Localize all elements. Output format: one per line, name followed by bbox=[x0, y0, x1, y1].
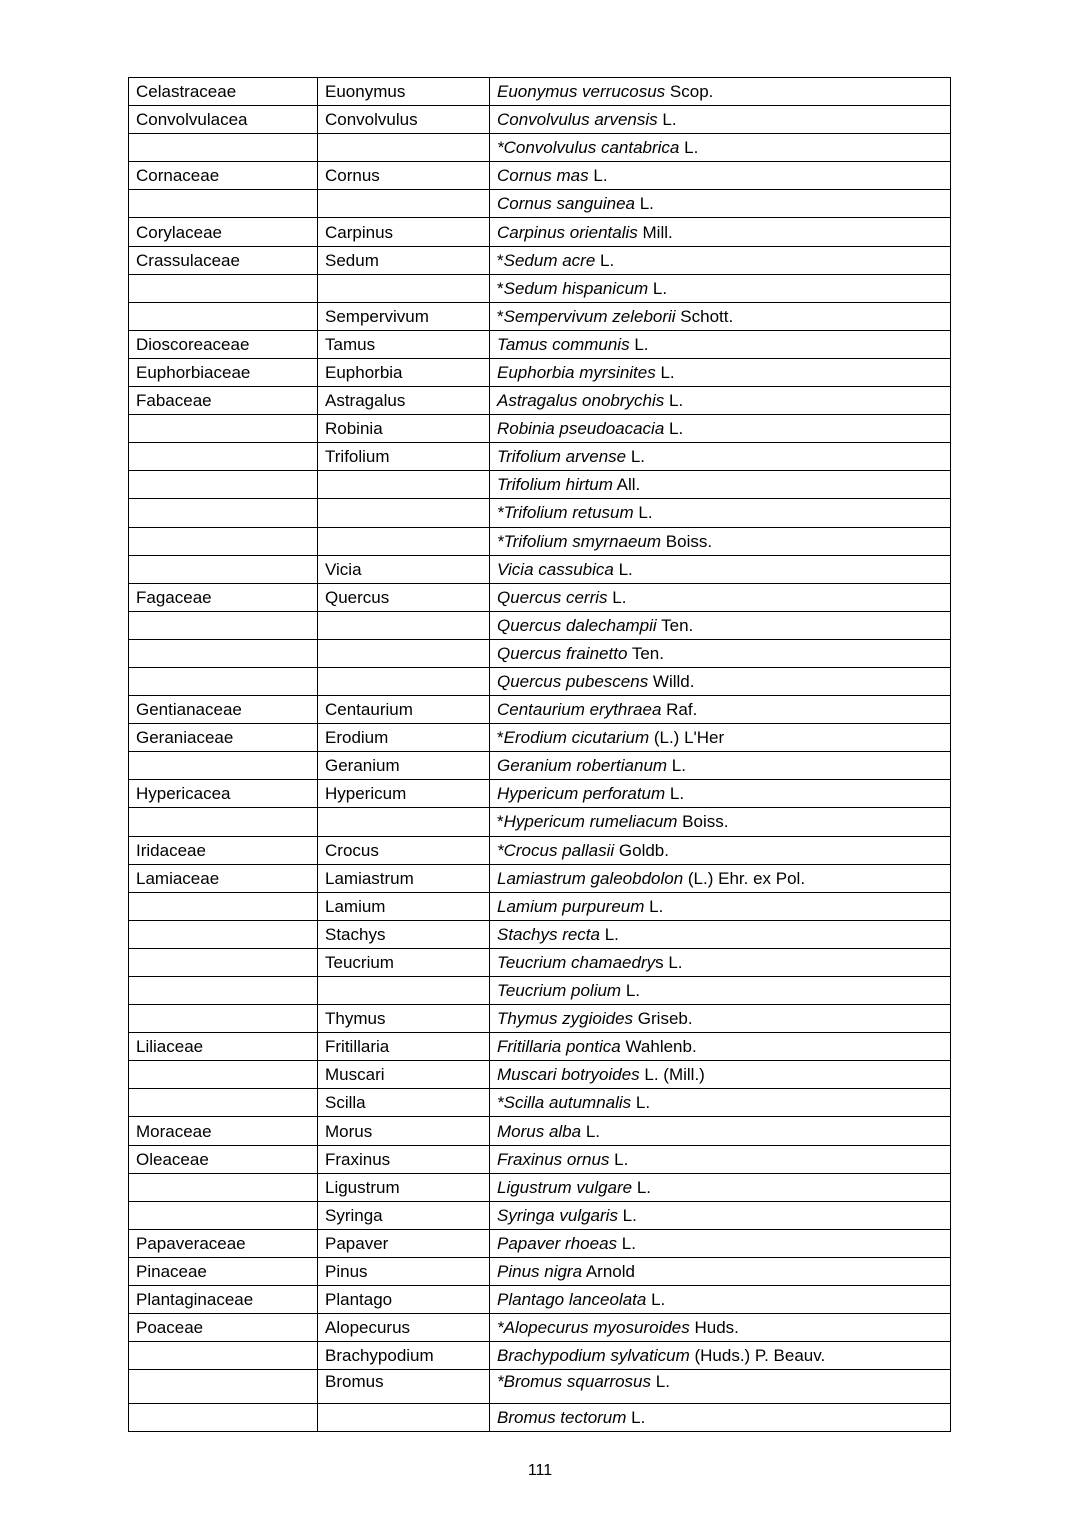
family-cell bbox=[129, 471, 318, 499]
genus-cell: Bromus bbox=[318, 1370, 490, 1404]
genus-cell: Euonymus bbox=[318, 78, 490, 106]
family-cell bbox=[129, 415, 318, 443]
table-row bbox=[129, 836, 951, 864]
table-row bbox=[129, 1033, 951, 1061]
species-author: L. (Mill.) bbox=[639, 1065, 705, 1085]
species-cell bbox=[490, 1089, 951, 1117]
family-cell: Plantaginaceae bbox=[129, 1286, 318, 1314]
genus-cell bbox=[318, 190, 490, 218]
species-name: Sedum hispanicum bbox=[503, 278, 649, 298]
family-cell bbox=[129, 948, 318, 976]
genus-cell: Carpinus bbox=[318, 218, 490, 246]
table-row bbox=[129, 471, 951, 499]
family-cell: Papaveraceae bbox=[129, 1229, 318, 1257]
family-cell: Cornaceae bbox=[129, 162, 318, 190]
genus-cell: Muscari bbox=[318, 1061, 490, 1089]
species-author: Willd. bbox=[648, 672, 695, 692]
species-name: Hypericum perforatum bbox=[497, 784, 666, 804]
table-row bbox=[129, 1005, 951, 1033]
species-author: Scop. bbox=[665, 82, 714, 102]
family-cell bbox=[129, 443, 318, 471]
genus-cell: Lamiastrum bbox=[318, 864, 490, 892]
family-cell bbox=[129, 1201, 318, 1229]
species-author: L. bbox=[613, 559, 633, 579]
table-row bbox=[129, 1257, 951, 1285]
species-author: L. bbox=[629, 334, 649, 354]
species-name: Syringa vulgaris bbox=[497, 1205, 618, 1225]
species-author: Griseb. bbox=[633, 1009, 693, 1029]
family-cell: Corylaceae bbox=[129, 218, 318, 246]
family-cell: Liliaceae bbox=[129, 1033, 318, 1061]
table-row bbox=[129, 330, 951, 358]
species-name: Vicia cassubica bbox=[497, 559, 614, 579]
family-cell bbox=[129, 1342, 318, 1370]
family-cell: Geraniaceae bbox=[129, 724, 318, 752]
table-row bbox=[129, 1404, 951, 1432]
species-name: Bromus tectorum bbox=[497, 1408, 627, 1428]
species-cell bbox=[490, 1404, 951, 1432]
table-row bbox=[129, 696, 951, 724]
species-author: L. bbox=[657, 110, 677, 130]
table-row bbox=[129, 920, 951, 948]
species-cell bbox=[490, 724, 951, 752]
family-cell bbox=[129, 1005, 318, 1033]
genus-cell: Sedum bbox=[318, 246, 490, 274]
species-name: Plantago lanceolata bbox=[497, 1290, 647, 1310]
genus-cell bbox=[318, 471, 490, 499]
species-author: (L.) Ehr. ex Pol. bbox=[683, 868, 806, 888]
family-cell: Hypericacea bbox=[129, 780, 318, 808]
species-name: Thymus zygioides bbox=[497, 1009, 634, 1029]
species-name: Erodium cicutarium bbox=[503, 728, 650, 748]
genus-cell: Fraxinus bbox=[318, 1145, 490, 1173]
species-mark: * bbox=[497, 306, 504, 326]
species-cell bbox=[490, 611, 951, 639]
table-row bbox=[129, 78, 951, 106]
species-mark: * bbox=[497, 728, 504, 748]
species-cell bbox=[490, 106, 951, 134]
species-author: (Huds.) P. Beauv. bbox=[689, 1346, 826, 1366]
species-name: Sedum acre bbox=[503, 250, 596, 270]
species-name: Fraxinus ornus bbox=[497, 1149, 610, 1169]
genus-cell: Syringa bbox=[318, 1201, 490, 1229]
species-author: L. bbox=[664, 391, 684, 411]
species-name: *Alopecurus myosuroides bbox=[497, 1318, 690, 1338]
species-author: All. bbox=[612, 475, 641, 495]
table-row bbox=[129, 752, 951, 780]
table-row bbox=[129, 387, 951, 415]
species-cell bbox=[490, 864, 951, 892]
species-cell bbox=[490, 134, 951, 162]
family-cell: Iridaceae bbox=[129, 836, 318, 864]
family-cell bbox=[129, 190, 318, 218]
species-cell bbox=[490, 583, 951, 611]
table-row bbox=[129, 780, 951, 808]
genus-cell bbox=[318, 808, 490, 836]
table-row bbox=[129, 302, 951, 330]
family-cell bbox=[129, 752, 318, 780]
species-name: Pinus nigra bbox=[497, 1261, 583, 1281]
species-name: Brachypodium sylvaticum bbox=[497, 1346, 690, 1366]
genus-cell: Vicia bbox=[318, 555, 490, 583]
species-name: Cornus mas bbox=[497, 166, 589, 186]
page-number: 111 bbox=[527, 1462, 553, 1479]
species-author: Huds. bbox=[689, 1318, 739, 1338]
table-row bbox=[129, 892, 951, 920]
family-cell bbox=[129, 920, 318, 948]
table-row bbox=[129, 583, 951, 611]
species-name: Geranium robertianum bbox=[497, 756, 668, 776]
species-cell bbox=[490, 1370, 951, 1404]
species-name: Sempervivum zeleborii bbox=[503, 306, 676, 326]
species-author: L. bbox=[600, 924, 619, 944]
species-cell bbox=[490, 190, 951, 218]
species-name: *Scilla autumnalis bbox=[497, 1093, 632, 1113]
genus-cell: Erodium bbox=[318, 724, 490, 752]
genus-cell: Quercus bbox=[318, 583, 490, 611]
table-row bbox=[129, 639, 951, 667]
species-name: Hypericum rumeliacum bbox=[503, 812, 678, 832]
species-name: Tamus communis bbox=[497, 334, 630, 354]
genus-cell bbox=[318, 977, 490, 1005]
genus-cell bbox=[318, 274, 490, 302]
species-name: *Trifolium retusum bbox=[497, 503, 634, 523]
family-cell bbox=[129, 639, 318, 667]
species-name: Centaurium erythraea bbox=[497, 700, 662, 720]
table-row bbox=[129, 1173, 951, 1201]
table-row bbox=[129, 667, 951, 695]
species-name: Trifolium arvense bbox=[497, 447, 627, 467]
species-cell bbox=[490, 499, 951, 527]
table-row bbox=[129, 527, 951, 555]
species-name: Convolvulus arvensis bbox=[497, 110, 658, 130]
species-cell bbox=[490, 1257, 951, 1285]
family-cell bbox=[129, 555, 318, 583]
species-mark: * bbox=[497, 250, 504, 270]
genus-cell: Centaurium bbox=[318, 696, 490, 724]
species-name: Stachys recta bbox=[497, 924, 600, 944]
genus-cell: Stachys bbox=[318, 920, 490, 948]
species-author: L. bbox=[581, 1121, 601, 1141]
species-author: Boiss. bbox=[661, 531, 713, 551]
table-row bbox=[129, 1061, 951, 1089]
species-cell bbox=[490, 218, 951, 246]
family-cell: Celastraceae bbox=[129, 78, 318, 106]
species-cell bbox=[490, 977, 951, 1005]
family-cell bbox=[129, 808, 318, 836]
species-cell bbox=[490, 1201, 951, 1229]
species-name: Ligustrum vulgare bbox=[497, 1177, 633, 1197]
species-name: Cornus sanguinea bbox=[497, 194, 635, 214]
species-cell bbox=[490, 1033, 951, 1061]
species-name: Euphorbia myrsinites bbox=[497, 362, 656, 382]
species-name: Teucrium chamaedry bbox=[497, 952, 656, 972]
genus-cell: Lamium bbox=[318, 892, 490, 920]
genus-cell: Convolvulus bbox=[318, 106, 490, 134]
genus-cell bbox=[318, 667, 490, 695]
species-name: Lamium purpureum bbox=[497, 896, 645, 916]
species-author: L. bbox=[631, 1093, 651, 1113]
table-row bbox=[129, 555, 951, 583]
species-name: Quercus cerris bbox=[497, 587, 608, 607]
genus-cell bbox=[318, 1404, 490, 1432]
genus-cell: Cornus bbox=[318, 162, 490, 190]
table-body bbox=[129, 78, 951, 1432]
species-cell bbox=[490, 1061, 951, 1089]
species-cell bbox=[490, 639, 951, 667]
table-row bbox=[129, 1314, 951, 1342]
table-row bbox=[129, 246, 951, 274]
species-cell bbox=[490, 1145, 951, 1173]
species-cell bbox=[490, 387, 951, 415]
species-author: Raf. bbox=[661, 700, 698, 720]
genus-cell: Trifolium bbox=[318, 443, 490, 471]
genus-cell: Brachypodium bbox=[318, 1342, 490, 1370]
species-author: L. bbox=[634, 194, 654, 214]
species-cell bbox=[490, 1286, 951, 1314]
species-author: L. bbox=[665, 784, 685, 804]
species-cell bbox=[490, 696, 951, 724]
species-cell bbox=[490, 1229, 951, 1257]
genus-cell: Robinia bbox=[318, 415, 490, 443]
family-cell bbox=[129, 499, 318, 527]
species-author: Schott. bbox=[675, 306, 734, 326]
table-row bbox=[129, 724, 951, 752]
species-cell bbox=[490, 808, 951, 836]
species-author: L. bbox=[651, 1372, 670, 1392]
family-cell bbox=[129, 1089, 318, 1117]
species-name: Carpinus orientalis bbox=[497, 222, 638, 242]
table-row bbox=[129, 611, 951, 639]
species-author: Wahlenb. bbox=[620, 1037, 697, 1057]
table-row bbox=[129, 1370, 951, 1404]
family-cell bbox=[129, 667, 318, 695]
table-row bbox=[129, 190, 951, 218]
family-cell: Gentianaceae bbox=[129, 696, 318, 724]
family-cell bbox=[129, 302, 318, 330]
species-cell bbox=[490, 471, 951, 499]
species-author: L. bbox=[679, 138, 699, 158]
species-author: s L. bbox=[655, 952, 683, 972]
species-name: Quercus dalechampii bbox=[497, 615, 657, 635]
table-row bbox=[129, 1229, 951, 1257]
family-cell: Fabaceae bbox=[129, 387, 318, 415]
species-cell bbox=[490, 555, 951, 583]
family-cell: Pinaceae bbox=[129, 1257, 318, 1285]
species-cell bbox=[490, 246, 951, 274]
table-row bbox=[129, 415, 951, 443]
family-cell bbox=[129, 892, 318, 920]
table-row bbox=[129, 162, 951, 190]
family-cell: Oleaceae bbox=[129, 1145, 318, 1173]
table-row bbox=[129, 1286, 951, 1314]
species-name: *Convolvulus cantabrica bbox=[497, 138, 680, 158]
genus-cell: Morus bbox=[318, 1117, 490, 1145]
species-cell bbox=[490, 274, 951, 302]
genus-cell bbox=[318, 499, 490, 527]
table-row bbox=[129, 808, 951, 836]
family-cell bbox=[129, 611, 318, 639]
species-author: L. bbox=[609, 1149, 629, 1169]
family-cell bbox=[129, 977, 318, 1005]
table-row bbox=[129, 358, 951, 386]
species-author: Ten. bbox=[656, 615, 694, 635]
species-name: *Bromus squarrosus bbox=[497, 1372, 652, 1392]
species-cell bbox=[490, 920, 951, 948]
species-name: Fritillaria pontica bbox=[497, 1037, 621, 1057]
species-author: L. bbox=[626, 447, 646, 467]
family-cell: Crassulaceae bbox=[129, 246, 318, 274]
genus-cell: Hypericum bbox=[318, 780, 490, 808]
species-author: L. bbox=[648, 278, 668, 298]
species-cell bbox=[490, 78, 951, 106]
species-author: L. bbox=[621, 981, 640, 1001]
species-author: Ten. bbox=[627, 643, 664, 663]
genus-cell bbox=[318, 639, 490, 667]
species-author: L. bbox=[646, 1290, 666, 1310]
family-cell: Dioscoreaceae bbox=[129, 330, 318, 358]
species-author: (L.) L'Her bbox=[649, 728, 725, 748]
genus-cell: Ligustrum bbox=[318, 1173, 490, 1201]
family-cell: Euphorbiaceae bbox=[129, 358, 318, 386]
species-cell bbox=[490, 443, 951, 471]
table-row bbox=[129, 499, 951, 527]
genus-cell: Fritillaria bbox=[318, 1033, 490, 1061]
species-author: L. bbox=[626, 1408, 646, 1428]
family-cell: Poaceae bbox=[129, 1314, 318, 1342]
species-cell bbox=[490, 1005, 951, 1033]
species-name: Lamiastrum galeobdolon bbox=[497, 868, 684, 888]
table-row bbox=[129, 1089, 951, 1117]
family-cell bbox=[129, 1173, 318, 1201]
species-name: *Crocus pallasii bbox=[497, 840, 615, 860]
species-name: Trifolium hirtum bbox=[497, 475, 613, 495]
species-cell bbox=[490, 358, 951, 386]
species-author: L. bbox=[664, 419, 684, 439]
genus-cell: Crocus bbox=[318, 836, 490, 864]
species-name: Teucrium polium bbox=[497, 981, 622, 1001]
genus-cell bbox=[318, 611, 490, 639]
species-cell bbox=[490, 330, 951, 358]
family-cell: Fagaceae bbox=[129, 583, 318, 611]
table-row bbox=[129, 948, 951, 976]
family-cell: Moraceae bbox=[129, 1117, 318, 1145]
genus-cell: Thymus bbox=[318, 1005, 490, 1033]
family-cell bbox=[129, 134, 318, 162]
species-mark: * bbox=[497, 812, 504, 832]
species-author: L. bbox=[607, 587, 627, 607]
genus-cell: Papaver bbox=[318, 1229, 490, 1257]
species-author: Goldb. bbox=[614, 840, 669, 860]
table-row bbox=[129, 134, 951, 162]
species-cell bbox=[490, 302, 951, 330]
table-row bbox=[129, 218, 951, 246]
species-name: Morus alba bbox=[497, 1121, 582, 1141]
species-cell bbox=[490, 162, 951, 190]
species-author: L. bbox=[632, 1177, 652, 1197]
species-author: L. bbox=[588, 166, 608, 186]
table-row bbox=[129, 274, 951, 302]
species-name: Euonymus verrucosus bbox=[497, 82, 666, 102]
species-name: Astragalus onobrychis bbox=[497, 391, 665, 411]
species-cell bbox=[490, 527, 951, 555]
species-author: L. bbox=[633, 503, 653, 523]
species-author: L. bbox=[617, 1205, 637, 1225]
species-author: Arnold bbox=[582, 1261, 635, 1281]
genus-cell: Scilla bbox=[318, 1089, 490, 1117]
table-row bbox=[129, 1145, 951, 1173]
species-name: Quercus pubescens bbox=[497, 672, 649, 692]
family-cell bbox=[129, 1370, 318, 1404]
species-cell bbox=[490, 836, 951, 864]
species-cell bbox=[490, 752, 951, 780]
species-author: L. bbox=[595, 250, 615, 270]
genus-cell: Pinus bbox=[318, 1257, 490, 1285]
table-row bbox=[129, 1117, 951, 1145]
genus-cell bbox=[318, 134, 490, 162]
genus-cell: Euphorbia bbox=[318, 358, 490, 386]
species-cell bbox=[490, 415, 951, 443]
table-row bbox=[129, 443, 951, 471]
species-cell bbox=[490, 780, 951, 808]
family-cell bbox=[129, 274, 318, 302]
genus-cell: Astragalus bbox=[318, 387, 490, 415]
family-cell: Convolvulacea bbox=[129, 106, 318, 134]
species-author: L. bbox=[667, 756, 686, 776]
genus-cell: Alopecurus bbox=[318, 1314, 490, 1342]
species-author: Mill. bbox=[637, 222, 673, 242]
plant-species-table bbox=[128, 77, 951, 1432]
species-cell bbox=[490, 1342, 951, 1370]
species-cell bbox=[490, 1173, 951, 1201]
genus-cell: Teucrium bbox=[318, 948, 490, 976]
table-row bbox=[129, 977, 951, 1005]
table-row bbox=[129, 1201, 951, 1229]
table-row bbox=[129, 1342, 951, 1370]
species-name: Quercus frainetto bbox=[497, 643, 628, 663]
species-cell bbox=[490, 667, 951, 695]
species-author: L. bbox=[617, 1233, 636, 1253]
genus-cell: Sempervivum bbox=[318, 302, 490, 330]
table-row bbox=[129, 864, 951, 892]
species-name: Muscari botryoides bbox=[497, 1065, 640, 1085]
species-author: Boiss. bbox=[677, 812, 729, 832]
species-mark: * bbox=[497, 278, 504, 298]
species-name: Robinia pseudoacacia bbox=[497, 419, 665, 439]
species-cell bbox=[490, 948, 951, 976]
genus-cell: Geranium bbox=[318, 752, 490, 780]
family-cell bbox=[129, 527, 318, 555]
family-cell bbox=[129, 1404, 318, 1432]
species-cell bbox=[490, 1117, 951, 1145]
species-author: L. bbox=[655, 362, 675, 382]
table-row bbox=[129, 106, 951, 134]
species-cell bbox=[490, 892, 951, 920]
species-name: *Trifolium smyrnaeum bbox=[497, 531, 662, 551]
family-cell: Lamiaceae bbox=[129, 864, 318, 892]
genus-cell bbox=[318, 527, 490, 555]
family-cell bbox=[129, 1061, 318, 1089]
species-name: Papaver rhoeas bbox=[497, 1233, 618, 1253]
species-cell bbox=[490, 1314, 951, 1342]
genus-cell: Plantago bbox=[318, 1286, 490, 1314]
species-author: L. bbox=[644, 896, 664, 916]
genus-cell: Tamus bbox=[318, 330, 490, 358]
